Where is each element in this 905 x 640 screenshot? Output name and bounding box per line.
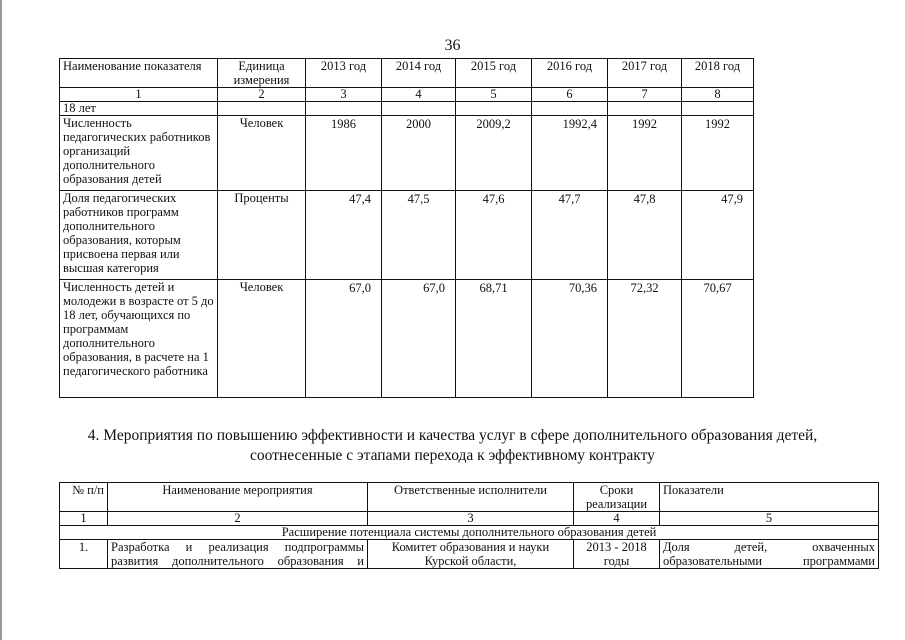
index-cell: 3 bbox=[306, 88, 382, 102]
term bbox=[574, 540, 660, 569]
table-row bbox=[60, 116, 754, 191]
value-cell: 47,6 bbox=[456, 191, 532, 280]
table-row bbox=[60, 280, 754, 398]
section-title: 4. Мероприятия по повышению эффективности и качества услуг в сфере дополнительного образования детей, bbox=[87, 427, 818, 444]
indicator-line: Доля детей, охваченных bbox=[663, 540, 875, 554]
header-cell: Единица измерения bbox=[218, 59, 306, 88]
header-cell: Показатели bbox=[660, 483, 879, 512]
value-cell: 47,7 bbox=[532, 191, 608, 280]
index-cell: 5 bbox=[660, 512, 879, 526]
index-cell: 1 bbox=[60, 512, 108, 526]
index-cell: 7 bbox=[608, 88, 682, 102]
indicator-name: Доля педагогических работников программ дополнительного образования, которым присвоена первая или высшая категория bbox=[60, 191, 218, 280]
table-row bbox=[60, 191, 754, 280]
executor-line: Комитет образования и науки bbox=[391, 540, 550, 554]
section-heading: Расширение потенциала системы дополнительного образования детей bbox=[60, 526, 879, 540]
term-line: годы bbox=[603, 554, 630, 568]
index-cell: 8 bbox=[682, 88, 754, 102]
value-cell: 2000 bbox=[382, 116, 456, 191]
row-number: 1. bbox=[60, 540, 108, 569]
index-cell: 4 bbox=[382, 88, 456, 102]
value-cell: 70,67 bbox=[682, 280, 754, 398]
value-cell: 47,5 bbox=[382, 191, 456, 280]
term-line: 2013 - 2018 bbox=[586, 540, 647, 554]
measure-name-line: Разработка и реализация подпрограммы bbox=[111, 540, 364, 554]
value-cell: 2009,2 bbox=[456, 116, 532, 191]
index-cell: 3 bbox=[368, 512, 574, 526]
indicator-line: образовательными программами bbox=[663, 554, 875, 568]
value-cell: 1992 bbox=[608, 116, 682, 191]
page-number: 36 bbox=[444, 37, 461, 54]
index-cell: 4 bbox=[574, 512, 660, 526]
index-cell: 5 bbox=[456, 88, 532, 102]
measure-name bbox=[108, 540, 368, 569]
indicator-name: Численность педагогических работников организаций дополнительного образования детей bbox=[60, 116, 218, 191]
section-subtitle: соотнесенные с этапами перехода к эффективному контракту bbox=[250, 447, 655, 464]
table-header-row bbox=[60, 483, 879, 512]
header-cell: 2013 год bbox=[306, 59, 382, 88]
value-cell: 47,4 bbox=[306, 191, 382, 280]
measure-name-line: развития дополнительного образования и bbox=[111, 554, 364, 568]
value-cell: 1992,4 bbox=[532, 116, 608, 191]
indicators-table bbox=[59, 58, 754, 398]
unit-cell: Проценты bbox=[218, 191, 306, 280]
header-cell: 2015 год bbox=[456, 59, 532, 88]
column-index-row bbox=[60, 88, 754, 102]
header-cell: 2016 год bbox=[532, 59, 608, 88]
header-cell: 2018 год bbox=[682, 59, 754, 88]
header-cell: Наименование показателя bbox=[60, 59, 218, 88]
value-cell: 47,9 bbox=[682, 191, 754, 280]
page-edge bbox=[0, 0, 2, 640]
index-cell: 2 bbox=[108, 512, 368, 526]
value-cell: 72,32 bbox=[608, 280, 682, 398]
executor-line: Курской области, bbox=[424, 554, 517, 568]
header-cell: Наименование мероприятия bbox=[108, 483, 368, 512]
header-cell: Сроки реализации bbox=[574, 483, 660, 512]
value-cell: 68,71 bbox=[456, 280, 532, 398]
header-cell: 2014 год bbox=[382, 59, 456, 88]
header-cell: 2017 год bbox=[608, 59, 682, 88]
continued-text: 18 лет bbox=[60, 102, 218, 116]
unit-cell: Человек bbox=[218, 280, 306, 398]
index-cell: 2 bbox=[218, 88, 306, 102]
value-cell: 67,0 bbox=[306, 280, 382, 398]
indicator bbox=[660, 540, 879, 569]
indicator-name: Численность детей и молодежи в возрасте от 5 до 18 лет, обучающихся по программам дополнительного образования, в расчете на 1 педагогического работника bbox=[60, 280, 218, 398]
value-cell: 70,36 bbox=[532, 280, 608, 398]
unit-cell: Человек bbox=[218, 116, 306, 191]
header-cell: № п/п bbox=[60, 483, 108, 512]
value-cell: 67,0 bbox=[382, 280, 456, 398]
section-heading-row bbox=[60, 526, 879, 540]
measures-table bbox=[59, 482, 879, 569]
continued-row bbox=[60, 102, 754, 116]
header-cell: Ответственные исполнители bbox=[368, 483, 574, 512]
value-cell: 1992 bbox=[682, 116, 754, 191]
table-row bbox=[60, 540, 879, 569]
index-cell: 1 bbox=[60, 88, 218, 102]
index-cell: 6 bbox=[532, 88, 608, 102]
table-header-row bbox=[60, 59, 754, 88]
executor bbox=[368, 540, 574, 569]
column-index-row bbox=[60, 512, 879, 526]
value-cell: 47,8 bbox=[608, 191, 682, 280]
value-cell: 1986 bbox=[306, 116, 382, 191]
